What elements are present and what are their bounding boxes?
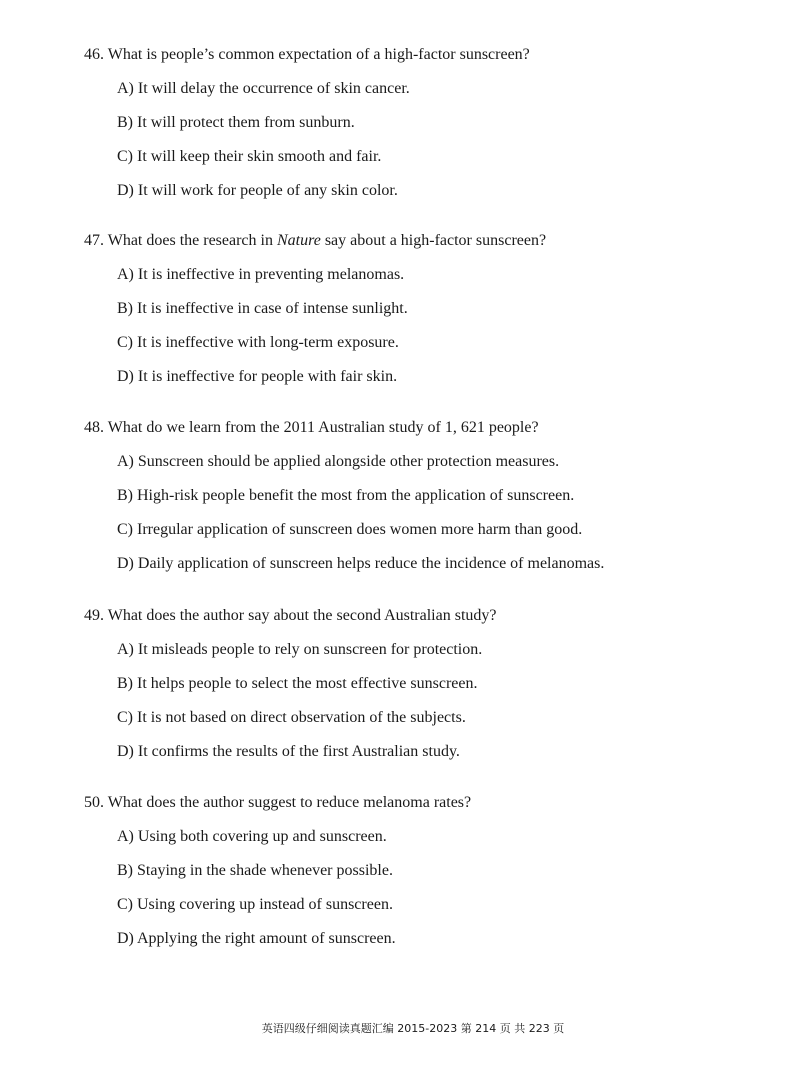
question-50	[84, 793, 764, 949]
question-46	[84, 45, 764, 201]
question-47-option-c: C) It is ineffective with long-term exposure.	[117, 334, 399, 351]
question-46-stem: 46. What is people’s common expectation of a high-factor sunscreen?	[84, 46, 530, 63]
question-47	[84, 231, 764, 387]
question-49-option-a: A) It misleads people to rely on sunscreen for protection.	[117, 641, 483, 658]
question-49-option-d: D) It confirms the results of the first Australian study.	[117, 743, 460, 760]
question-48-option-d: D) Daily application of sunscreen helps reduce the incidence of melanomas.	[117, 555, 605, 572]
question-48-stem: 48. What do we learn from the 2011 Australian study of 1, 621 people?	[84, 419, 539, 436]
question-49-stem: 49. What does the author say about the second Australian study?	[84, 607, 497, 624]
question-47-option-a: A) It is ineffective in preventing melanomas.	[117, 266, 405, 283]
question-47-option-d: D) It is ineffective for people with fair skin.	[117, 368, 398, 385]
question-50-stem: 50. What does the author suggest to reduce melanoma rates?	[84, 794, 472, 811]
question-47-stem	[84, 231, 764, 251]
question-50-option-b: B) Staying in the shade whenever possible.	[117, 862, 393, 879]
question-49-option-b: B) It helps people to select the most effective sunscreen.	[117, 675, 478, 692]
question-46-option-c: C) It will keep their skin smooth and fair.	[117, 148, 382, 165]
question-50-option-a: A) Using both covering up and sunscreen.	[117, 828, 387, 845]
question-47-stem-italic: Nature	[276, 232, 321, 249]
question-50-option-c: C) Using covering up instead of sunscreen.	[117, 896, 393, 913]
question-48-option-a: A) Sunscreen should be applied alongside other protection measures.	[117, 453, 560, 470]
question-47-option-b: B) It is ineffective in case of intense sunlight.	[117, 300, 408, 317]
question-46-option-a: A) It will delay the occurrence of skin cancer.	[117, 80, 410, 97]
question-48-option-c: C) Irregular application of sunscreen does women more harm than good.	[117, 521, 583, 538]
question-46-option-d: D) It will work for people of any skin color.	[117, 182, 398, 199]
question-48-option-b: B) High-risk people benefit the most from the application of sunscreen.	[117, 487, 575, 504]
question-48	[84, 418, 764, 574]
question-46-option-b: B) It will protect them from sunburn.	[117, 114, 355, 131]
page-footer: 英语四级仔细阅读真题汇编 2015-2023 第 214 页 共 223 页	[261, 1022, 565, 1035]
question-47-stem-suffix: say about a high-factor sunscreen?	[320, 232, 547, 249]
question-50-option-d: D) Applying the right amount of sunscreen.	[117, 930, 396, 947]
question-47-stem-prefix: 47. What does the research in	[84, 232, 277, 249]
question-49-option-c: C) It is not based on direct observation of the subjects.	[117, 709, 466, 726]
question-49	[84, 606, 764, 762]
